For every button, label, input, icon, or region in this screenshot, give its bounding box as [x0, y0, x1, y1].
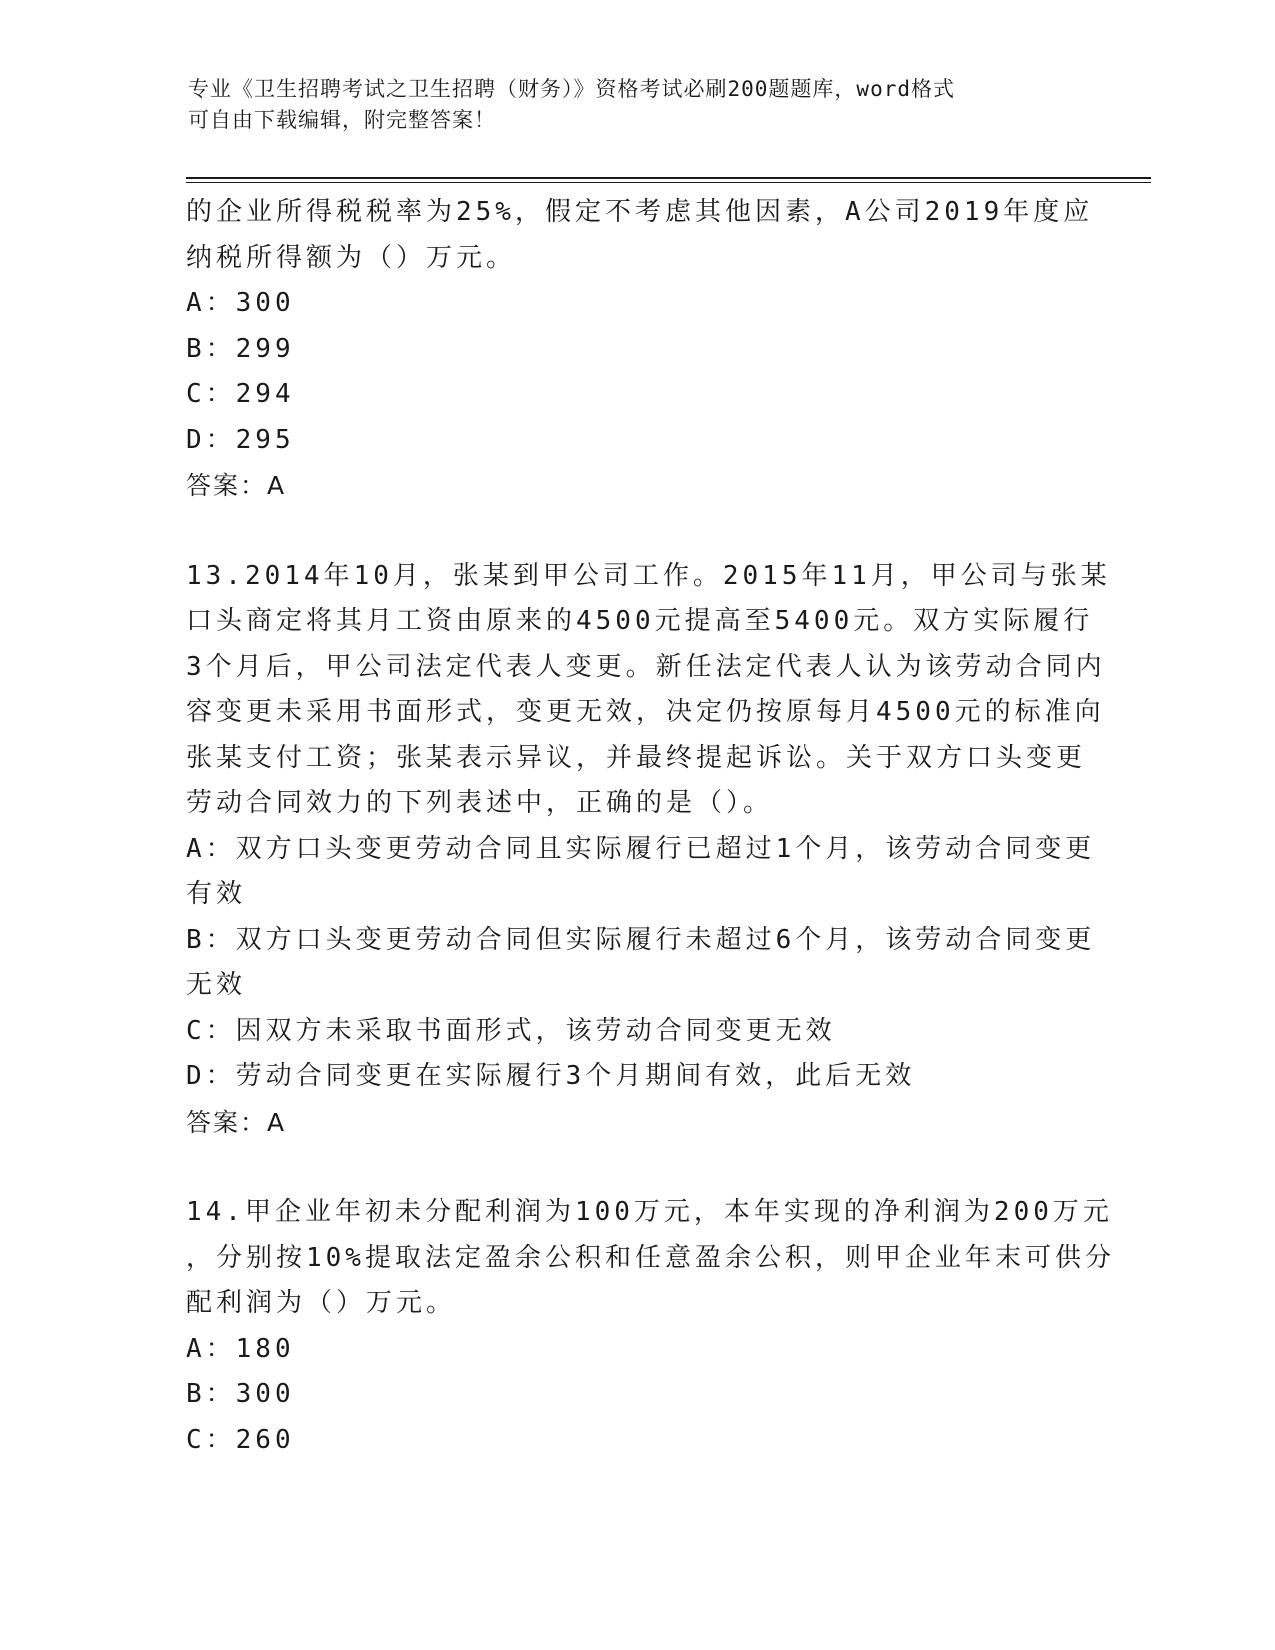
answer-line: 答案：A [186, 1107, 287, 1137]
option-a: A：300 [186, 288, 295, 318]
header-title-line-2: 可自由下载编辑，附完整答案！ [188, 108, 496, 132]
question-text-line: ，分别按10%提取法定盈余公积和任意盈余公积，则甲企业年末可供分 [186, 1242, 1115, 1273]
question-text-line: 配利润为（）万元。 [186, 1288, 457, 1318]
question-text-line: 的企业所得税税率为25%，假定不考虑其他因素，A公司2019年度应 [186, 197, 1094, 227]
question-text-line: 劳动合同效力的下列表述中，正确的是（）。 [186, 788, 774, 818]
option-b: B：300 [186, 1379, 295, 1409]
spacer [186, 509, 1086, 554]
question-text-line: 容变更未采用书面形式，变更无效，决定仍按原每月4500元的标准向 [186, 697, 1105, 727]
question-13 [186, 554, 1111, 1146]
header-rule-thin [186, 182, 1151, 183]
option-b: B：299 [186, 333, 295, 364]
question-text-line: 13.2014年10月，张某到甲公司工作。2015年11月，甲公司与张某 [186, 560, 1111, 591]
option-c: C：因双方未采取书面形式，该劳动合同变更无效 [186, 1015, 836, 1046]
option-b: B：双方口头变更劳动合同但实际履行未超过6个月，该劳动合同变更 [186, 924, 1096, 955]
question-14 [186, 1190, 1115, 1463]
header-rule-thick [186, 177, 1151, 179]
question-text-line: 张某支付工资；张某表示异议，并最终提起诉讼。关于双方口头变更 [186, 742, 1087, 773]
option-a-continued: 有效 [186, 879, 247, 909]
question-text-line: 3个月后，甲公司法定代表人变更。新任法定代表人认为该劳动合同内 [186, 651, 1106, 682]
answer-line: 答案：A [186, 471, 287, 500]
question-text-line: 口头商定将其月工资由原来的4500元提高至5400元。双方实际履行 [186, 606, 1094, 636]
header-title-line-1: 专业《卫生招聘考试之卫生招聘（财务）》资格考试必刷200题题库，word格式 [188, 77, 955, 101]
option-d: D：295 [186, 424, 295, 455]
option-b-continued: 无效 [186, 970, 247, 1000]
question-text-line: 14.甲企业年初未分配利润为100万元，本年实现的净利润为200万元 [186, 1197, 1113, 1227]
page-header [188, 74, 1068, 136]
option-a: A：双方口头变更劳动合同且实际履行已超过1个月，该劳动合同变更 [186, 833, 1096, 864]
option-c: C：260 [186, 1424, 295, 1455]
question-text-line: 纳税所得额为（）万元。 [186, 242, 517, 273]
option-d: D：劳动合同变更在实际履行3个月期间有效，此后无效 [186, 1061, 916, 1091]
spacer [186, 1145, 1086, 1190]
option-a: A：180 [186, 1333, 295, 1364]
document-body [186, 190, 1115, 1463]
question-12 [186, 190, 1094, 509]
option-c: C：294 [186, 379, 295, 409]
